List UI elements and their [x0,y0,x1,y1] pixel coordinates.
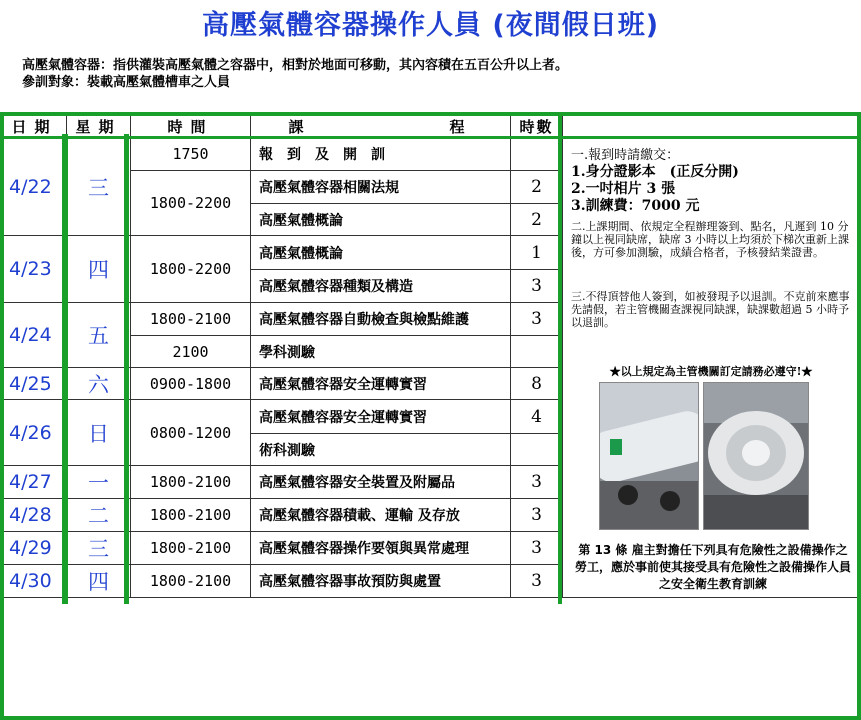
notes-item1-line: 3.訓練費：7000 元 [571,198,700,214]
time-cell: 1800-2200 [131,236,251,303]
course-cell: 高壓氣體概論 [251,204,511,236]
weekday-cell: 三 [67,138,131,236]
hours-cell: 3 [511,532,563,565]
date-cell: 4/27 [3,466,67,499]
date-cell: 4/22 [3,138,67,236]
hours-cell: 2 [511,171,563,204]
time-cell: 0800-1200 [131,400,251,466]
schedule-table [2,114,860,598]
course-cell: 高壓氣體概論 [251,236,511,270]
date-cell: 4/24 [3,303,67,368]
time-cell: 1800-2200 [131,171,251,236]
article-13-text: 第 13 條 雇主對擔任下列具有危險性之設備操作之勞工，應於事前使其接受具有危險性之設備操作人員之安全衛生教育訓練 [574,543,851,591]
header-notes [563,115,860,138]
hours-cell: 3 [511,466,563,499]
table-header-row [3,115,860,138]
hours-cell: 3 [511,499,563,532]
hours-cell [511,434,563,466]
course-cell: 高壓氣體容器安全運轉實習 [251,368,511,400]
hours-cell: 3 [511,565,563,598]
date-cell: 4/26 [3,400,67,466]
course-cell: 高壓氣體容器相關法規 [251,171,511,204]
gas-cylinder-photo [703,382,809,530]
weekday-cell: 四 [67,236,131,303]
course-cell: 高壓氣體容器事故預防與處置 [251,565,511,598]
course-cell: 高壓氣體容器自動檢查與檢點維護 [251,303,511,336]
hours-cell: 4 [511,400,563,434]
course-cell: 學科測驗 [251,336,511,368]
notes-item1-line: 1.身分證影本 (正反分開) [571,164,739,180]
hours-cell [511,336,563,368]
weekday-cell: 二 [67,499,131,532]
weekday-cell: 五 [67,303,131,368]
date-cell: 4/29 [3,532,67,565]
hours-cell: 3 [511,270,563,303]
course-cell: 高壓氣體容器安全裝置及附屬品 [251,466,511,499]
mandatory-notice: ★以上規定為主管機關訂定請務必遵守!★ [609,365,813,378]
notes-panel [563,138,860,598]
weekday-cell: 六 [67,368,131,400]
course-cell: 高壓氣體容器操作要領與異常處理 [251,532,511,565]
date-cell: 4/28 [3,499,67,532]
weekday-cell: 日 [67,400,131,466]
hours-cell: 8 [511,368,563,400]
time-cell: 1800-2100 [131,499,251,532]
course-cell: 高壓氣體容器安全運轉實習 [251,400,511,434]
time-cell: 1750 [131,138,251,171]
notes-item3: 三.不得頂替他人簽到，如被發現予以退訓。不克前來應事先請假，若主管機關查課視同缺課，缺課數超過 5 小時予以退訓。 [571,290,850,329]
time-cell: 2100 [131,336,251,368]
notes-item1-list [571,164,739,215]
weekday-cell: 一 [67,466,131,499]
header-weekday: 星期 [67,115,131,138]
course-cell: 術科測驗 [251,434,511,466]
weekday-cell: 四 [67,565,131,598]
header-course: 課 程 [251,115,511,138]
course-cell: 高壓氣體容器積載、運輸 及存放 [251,499,511,532]
date-cell: 4/30 [3,565,67,598]
target-audience-text: 參訓對象：裝載高壓氣體槽車之人員 [22,75,231,90]
notes-item1-line: 2.一吋相片 3 張 [571,181,676,197]
page-title: 高壓氣體容器操作人員 (夜間假日班) [201,10,660,41]
notes-item1-title: 一.報到時請繳交： [571,148,680,163]
header-hours: 時數 [511,115,563,138]
tank-truck-photo [599,382,699,530]
header-date: 日期 [3,115,67,138]
weekday-cell: 三 [67,532,131,565]
hours-cell [511,138,563,171]
time-cell: 1800-2100 [131,565,251,598]
hours-cell: 2 [511,204,563,236]
table-row [3,138,860,171]
notes-item2: 二.上課期間、依規定全程辦理簽到、點名，凡遲到 10 分鐘以上視同缺席，缺席 3 小時以上均須於下梯次重新上課後，方可參加測驗，成績合格者，予核發結業證書。 [571,220,849,259]
course-cell: 報 到 及 開 訓 [251,138,511,171]
time-cell: 1800-2100 [131,532,251,565]
time-cell: 0900-1800 [131,368,251,400]
course-cell: 高壓氣體容器種類及構造 [251,270,511,303]
date-cell: 4/23 [3,236,67,303]
hours-cell: 3 [511,303,563,336]
time-cell: 1800-2100 [131,303,251,336]
date-cell: 4/25 [3,368,67,400]
definition-text: 高壓氣體容器：指供灌裝高壓氣體之容器中，相對於地面可移動，其內容積在五百公升以上者。 [22,58,569,73]
hours-cell: 1 [511,236,563,270]
time-cell: 1800-2100 [131,466,251,499]
header-time: 時間 [131,115,251,138]
